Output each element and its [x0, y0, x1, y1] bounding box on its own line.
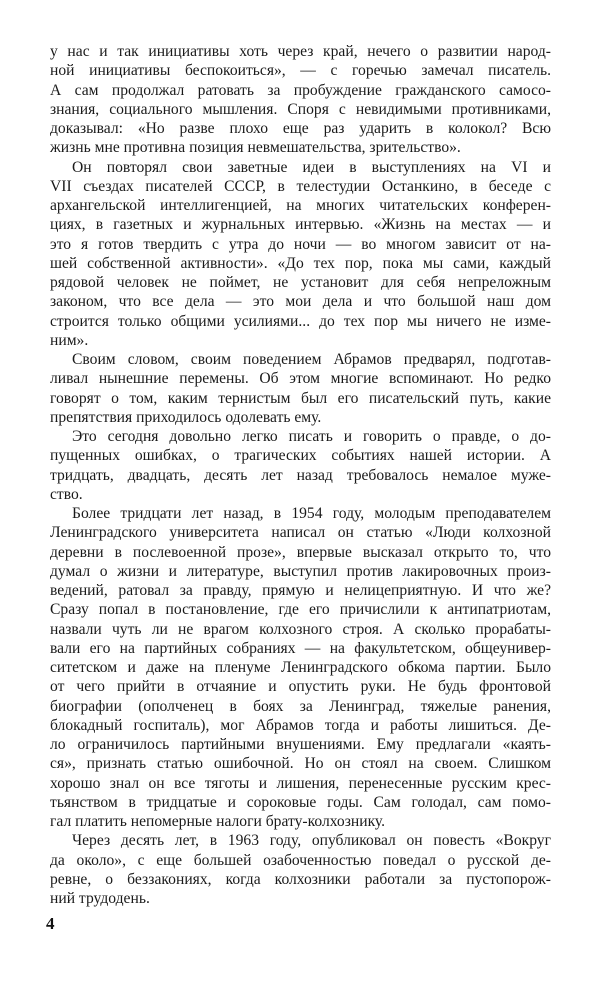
text-line: жизнь мне противна позиция невмешательства, зрительство». [50, 139, 461, 157]
text-line: Это сегодня довольно легко писать и говорить о правде, о до- [72, 428, 551, 445]
text-line: ство. [50, 485, 83, 503]
text-line: да около», с еще большей озабоченностью поведал о русской де- [50, 851, 551, 869]
text-line: препятствия приходилось одолевать ему. [50, 408, 322, 426]
text-line: ливал нынешние перемены. Об этом многие вспоминают. Но редко [50, 370, 551, 388]
text-line: пущенных ошибках, о трагических событиях нашей истории. А [50, 447, 551, 465]
text-line: назвали чуть ли не врагом колхозного строя. А сколько прорабаты- [50, 620, 551, 638]
text-line: хорошо знал он все тяготы и лишения, перенесенные русским крес- [50, 774, 551, 792]
text-line: блокадный госпиталь), мог Абрамов тогда и работы лишиться. Де- [50, 716, 551, 734]
text-line: Через десять лет, в 1963 году, опубликовал он повесть «Вокруг [72, 832, 551, 850]
paragraph [50, 831, 551, 908]
text-line: Ленинградского университета написал он статью «Люди колхозной [50, 524, 551, 542]
text-line: архангельской интеллигенцией, на многих читательских конферен- [50, 197, 551, 214]
text-line: доказывал: «Но разве плохо еще раз ударить в колокол? Всю [50, 120, 551, 137]
text-line: ний трудодень. [50, 890, 150, 907]
text-line: Сразу попал в постановление, где его причислили к антипатриотам, [50, 601, 551, 619]
text-line: гал платить непомерные налоги брату-колхознику. [50, 813, 386, 830]
text-line: циях, в газетных и журнальных интервью. «Жизнь на местах — и [50, 216, 551, 234]
text-line: тьянством в тридцатые и сороковые годы. Сам голодал, сам помо- [50, 793, 551, 811]
text-line: у нас и так инициативы хоть через край, нечего о развитии народ- [50, 43, 551, 60]
text-line: ной инициативы беспокоиться», — с горечью замечал писатель. [50, 62, 551, 80]
text-line: ним». [50, 331, 89, 349]
text-line: биографии (ополченец в боях за Ленинград, тяжелые ранения, [50, 697, 551, 715]
text-line: от чего прийти в отчаяние и опустить руки. Не будь фронтовой [50, 678, 551, 696]
paragraph [50, 42, 551, 158]
paragraph [50, 504, 551, 831]
text-line: ло ограничилось партийными внушениями. Ему предлагали «каять- [50, 736, 551, 753]
text-line: вали его на партийных собраниях — на факультетском, общеунивер- [50, 639, 551, 657]
text-line: Своим словом, своим поведением Абрамов предварял, подготав- [72, 351, 551, 368]
page-body-text [50, 42, 551, 908]
text-line: Более тридцати лет назад, в 1954 году, молодым преподавателем [72, 505, 551, 522]
text-line: это я готов твердить с утра до ночи — во многом зависит от на- [50, 235, 551, 253]
text-line: VII съездах писателей СССР, в телестудии Останкино, в беседе с [50, 177, 551, 195]
text-line: рядовой человек не поймет, не установит для себя непреложным [50, 274, 551, 291]
text-line: Он повторял свои заветные идеи в выступлениях на VI и [72, 158, 551, 176]
text-line: А сам продолжал ратовать за пробуждение гражданского самосо- [50, 81, 551, 99]
text-line: ведений, ратовал за правду, прямую и нелицеприятную. И что же? [50, 582, 551, 599]
text-line: говорят о том, каким тернистым был его писательский путь, какие [50, 389, 551, 407]
paragraph [50, 427, 551, 504]
paragraph [50, 350, 551, 427]
text-line: знания, социального мышления. Споря с невидимыми противниками, [50, 100, 551, 118]
text-line: деревни в послевоенной прозе», впервые высказал открыто то, что [50, 543, 551, 561]
text-line: тридцать, двадцать, десять лет назад требовалось немалое муже- [50, 466, 551, 484]
text-line: думал о жизни и литературе, выступил против лакировочных произ- [50, 562, 551, 580]
page-number: 4 [46, 914, 55, 933]
text-line: ревне, о беззакониях, когда колхозники работали за пустопорож- [50, 870, 551, 888]
text-line: законом, что все дела — это мои дела и что большой наш дом [50, 293, 551, 311]
text-line: ситетском и даже на пленуме Ленинградского обкома партии. Было [50, 659, 551, 676]
text-line: строится только общими усилиями... до тех пор мы ничего не изме- [50, 312, 551, 330]
text-line: ся», признать статью ошибочной. Но он стоял на своем. Слишком [50, 755, 551, 773]
text-line: шей собственной активности». «До тех пор, пока мы сами, каждый [50, 254, 551, 272]
paragraph [50, 158, 551, 351]
